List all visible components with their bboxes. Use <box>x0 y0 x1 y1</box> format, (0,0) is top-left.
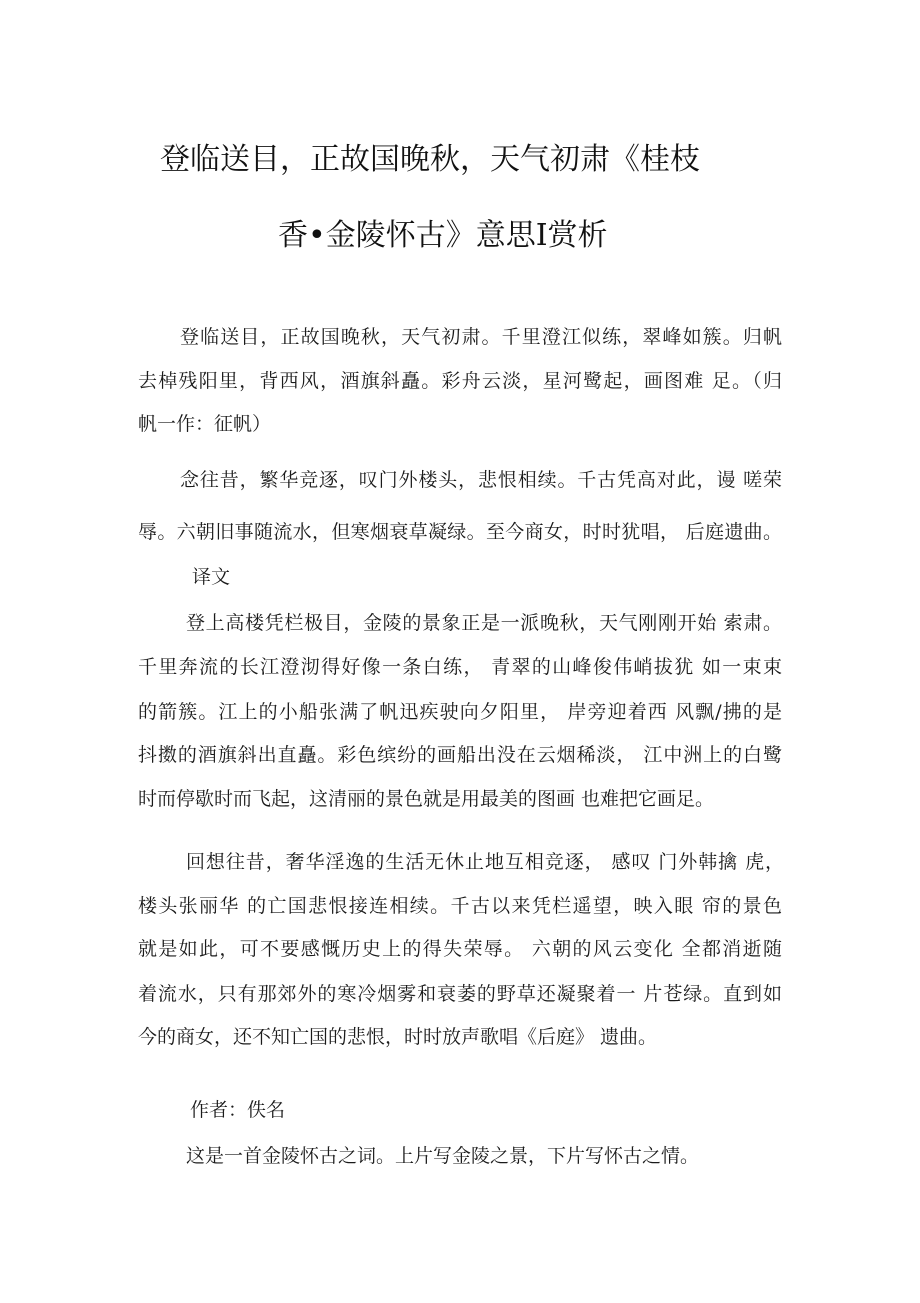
translation-line: 今的商女，还不知亡国的悲恨，时时放声歌唱《后庭》 遗曲。 <box>138 1026 658 1048</box>
poem-line: 帆一作：征帆） <box>138 413 272 435</box>
title-line-1: 登临送目，正故国晚秋，天气初肃《桂枝 <box>160 142 700 177</box>
translation-line: 的箭簇。江上的小船张满了帆迅疾驶向夕阳里， 岸旁迎着西 风飘/拂的是 <box>138 701 782 723</box>
translation-line: 抖擞的酒旗斜出直矗。彩色缤纷的画船出没在云烟稀淡， 江中洲上的白鹭 <box>138 744 782 766</box>
translation-line: 楼头张丽华 的亡国悲恨接连相续。千古以来凭栏遥望，映入眼 帘的景色 <box>138 895 782 917</box>
translation-line: 千里奔流的长江澄沏得好像一条白练， 青翠的山峰俊伟峭拔犹 如一束束 <box>138 656 782 678</box>
translation-line: 回想往昔，奢华淫逸的生活无休止地互相竞逐， 感叹 门外韩擒 虎， <box>186 851 784 873</box>
title-line-2: 香•金陵怀古》意思Ⅰ赏析 <box>278 218 608 253</box>
poem-line: 登临送目，正故国晚秋，天气初肃。千里澄江似练，翠峰如簇。归帆 <box>180 326 782 348</box>
translation-line: 着流水，只有那郊外的寒冷烟雾和衰萎的野草还凝聚着一 片苍绿。直到如 <box>138 983 782 1005</box>
poem-line: 念往昔，繁华竞逐，叹门外楼头，悲恨相续。千古凭高对此，谩 嗟荣 <box>180 469 782 491</box>
translation-line: 时而停歇时而飞起，这清丽的景色就是用最美的图画 也难把它画足。 <box>138 788 715 810</box>
translation-line: 登上高楼凭栏极目，金陵的景象正是一派晚秋，天气刚刚开始 索肃。 <box>186 612 782 634</box>
translation-line: 就是如此，可不要感慨历史上的得失荣辱。 六朝的风云变化 全都消逝随 <box>138 938 782 960</box>
analysis-line: 这是一首金陵怀古之词。上片写金陵之景，下片写怀古之情。 <box>186 1145 700 1167</box>
translation-heading: 译文 <box>192 566 231 588</box>
poem-line: 去棹残阳里，背西风，酒旗斜矗。彩舟云淡，星河鹭起，画图难 足。（归 <box>138 370 782 392</box>
poem-line: 辱。六朝旧事随流水，但寒烟衰草凝绿。至今商女，时时犹唱， 后庭遗曲。 <box>138 521 782 543</box>
author-line: 作者：佚名 <box>190 1099 286 1121</box>
